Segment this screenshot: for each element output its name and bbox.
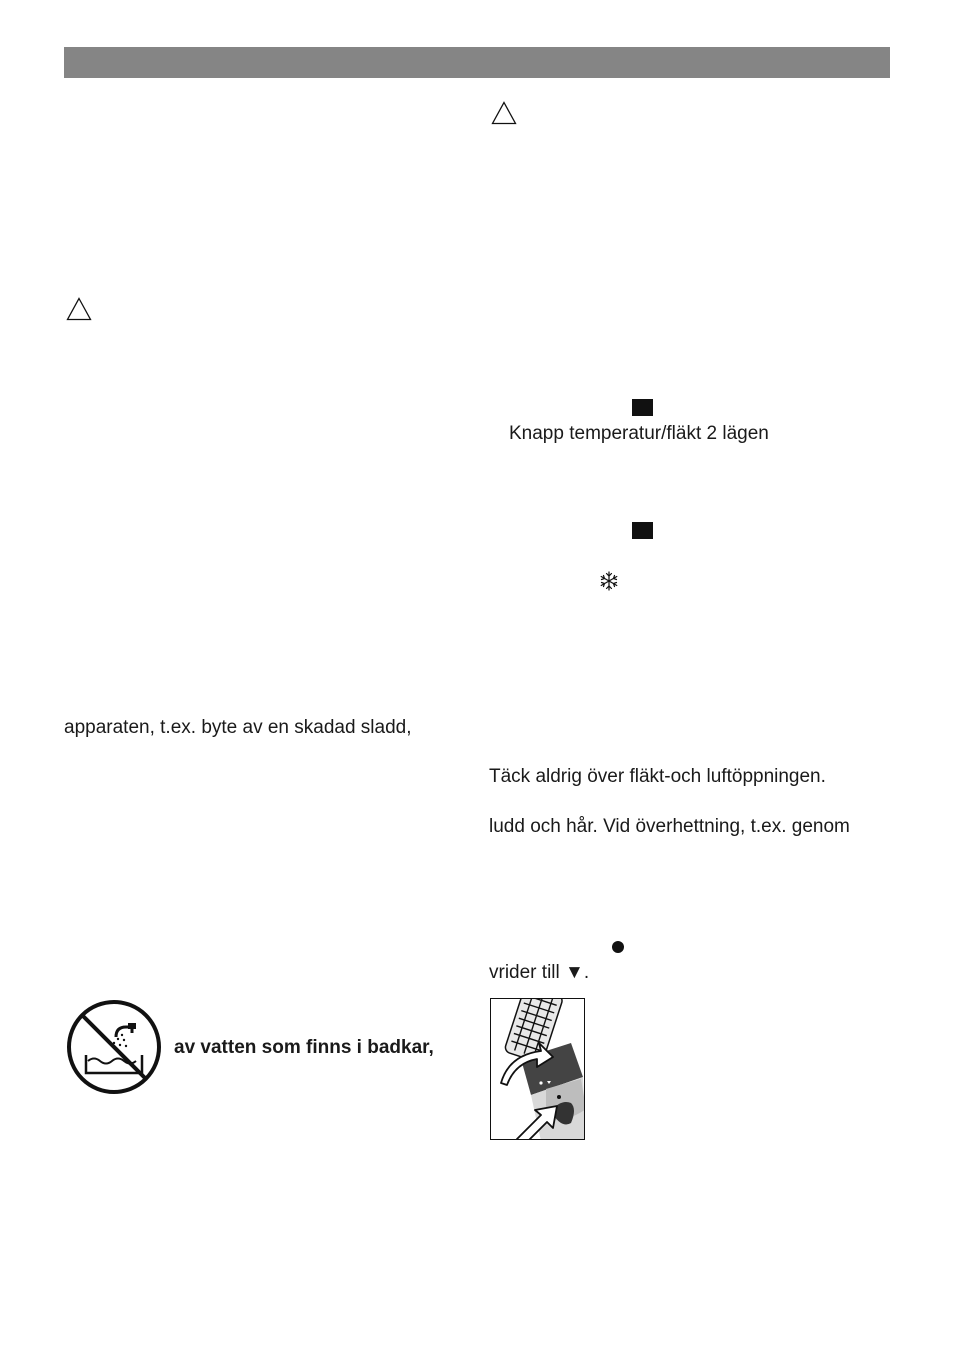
warning-triangle-icon xyxy=(491,101,517,125)
header-bar xyxy=(64,47,890,78)
bold-text: av vatten som finns i badkar, xyxy=(174,1037,434,1058)
snowflake-icon xyxy=(599,571,619,591)
brush-illustration xyxy=(490,998,585,1140)
body-text: vrider till ▼. xyxy=(489,962,590,983)
filled-square-icon xyxy=(632,522,653,539)
filled-square-icon xyxy=(632,399,653,416)
body-text: ludd och hår. Vid överhettning, t.ex. genom xyxy=(489,816,850,837)
body-text: Knapp temperatur/fläkt 2 lägen xyxy=(509,423,769,444)
warning-triangle-icon xyxy=(66,297,92,321)
body-text: Täck aldrig över fläkt-och luftöppningen. xyxy=(489,766,826,787)
body-text: apparaten, t.ex. byte av en skadad sladd, xyxy=(64,717,412,738)
filled-circle-icon xyxy=(612,941,624,953)
no-water-icon xyxy=(66,999,162,1095)
